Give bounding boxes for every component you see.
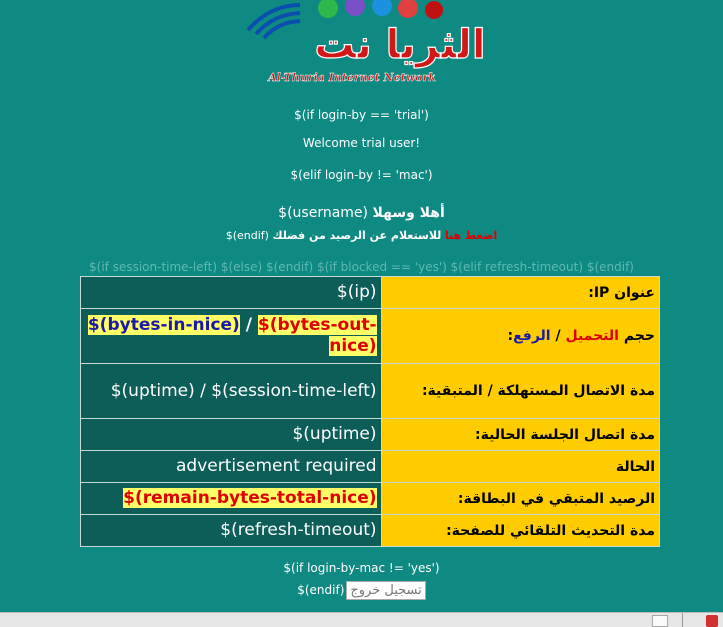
app-icon[interactable]: [706, 615, 718, 627]
logout-button[interactable]: تسجيل خروج: [346, 581, 425, 600]
elif-mac-line: $(elif login-by != 'mac'): [290, 168, 433, 182]
colon: :: [588, 284, 594, 301]
status-label-text: الحالة: [615, 458, 655, 475]
colon: :: [446, 522, 452, 539]
session-label: [381, 419, 659, 451]
window-icon[interactable]: [652, 615, 668, 627]
bytes-label: [381, 309, 659, 364]
bytes-in-value: $(bytes-in-nice): [87, 315, 240, 335]
table-row: [81, 419, 660, 451]
balance-message: للاستعلام عن الرصيد من فضلك: [272, 229, 442, 242]
endif-tag: $(endif): [225, 229, 269, 242]
remain-label: [381, 483, 659, 515]
ip-label-text: عنوان IP: [593, 284, 655, 301]
messenger-icon: [398, 0, 418, 18]
if-trial-line: $(if login-by == 'trial'): [294, 108, 429, 122]
status-value: advertisement required: [81, 451, 382, 483]
remain-bytes-value: $(remain-bytes-total-nice): [123, 488, 377, 508]
remain-value: [81, 483, 382, 515]
taskbar: [0, 612, 723, 627]
colon: :: [421, 383, 428, 399]
conditions-line: $(if session-time-left) $(else) $(endif) $(if blocked == 'yes') $(elif refresh-timeout) $(endif): [89, 260, 634, 274]
status-table: [80, 276, 660, 547]
endif-footer: $(endif): [297, 583, 345, 597]
table-row: [81, 277, 660, 309]
uptime-left-label: [381, 364, 659, 419]
bytes-label-sep: /: [555, 328, 561, 344]
bytes-label-prefix: حجم: [623, 328, 655, 344]
bytes-value: [81, 309, 382, 364]
logo-english-name: Al-Thuria Internet Network: [268, 71, 436, 84]
colon: :: [507, 328, 514, 344]
table-row: [81, 483, 660, 515]
bytes-separator: /: [239, 315, 258, 335]
uptime-left-value: $(uptime) / $(session-time-left): [81, 364, 382, 419]
logout-line: [0, 581, 723, 600]
click-here-link[interactable]: اضغط هنا: [444, 229, 498, 242]
refresh-label: [381, 515, 659, 547]
refresh-label-text: مدة التحديث التلقائي للصفحة: [451, 522, 655, 539]
logo: [240, 0, 490, 92]
uptime-left-label-text: مدة الاتصال المستهلكة / المتبقية: [427, 383, 655, 399]
wifi-icon: [248, 5, 300, 38]
colon: :: [457, 490, 464, 507]
welcome-message: Welcome trial user!: [302, 136, 421, 150]
status-label: [381, 451, 659, 483]
bytes-out-value: $(bytes-out-nice): [257, 315, 377, 356]
ip-label: [381, 277, 659, 309]
session-label-text: مدة اتصال الجلسة الحالية: [480, 426, 655, 443]
table-row: [81, 515, 660, 547]
balance-line: [0, 229, 723, 242]
skype-icon: [372, 0, 392, 16]
table-row: [81, 309, 660, 364]
refresh-value: $(refresh-timeout): [81, 515, 382, 547]
bytes-label-upload: الرفع: [513, 328, 551, 344]
table-row: [81, 364, 660, 419]
colon: :: [475, 426, 481, 443]
if-mac-line: $(if login-by-mac != 'yes'): [283, 561, 440, 575]
logo-arabic-name: الثريا نت: [314, 22, 486, 68]
remain-label-text: الرصيد المتبقي في البطاقة: [463, 490, 655, 507]
taskbar-divider: [682, 613, 683, 627]
session-value: $(uptime): [81, 419, 382, 451]
greeting: [0, 205, 723, 221]
username-var: $(username): [278, 205, 368, 221]
greeting-text: أهلا وسهلا: [372, 205, 445, 221]
ip-value: $(ip): [81, 277, 382, 309]
viber-icon: [345, 0, 365, 16]
social-icon: [425, 1, 443, 19]
whatsapp-icon: [318, 0, 338, 18]
table-row: [81, 451, 660, 483]
bytes-label-download: التحميل: [565, 328, 619, 344]
